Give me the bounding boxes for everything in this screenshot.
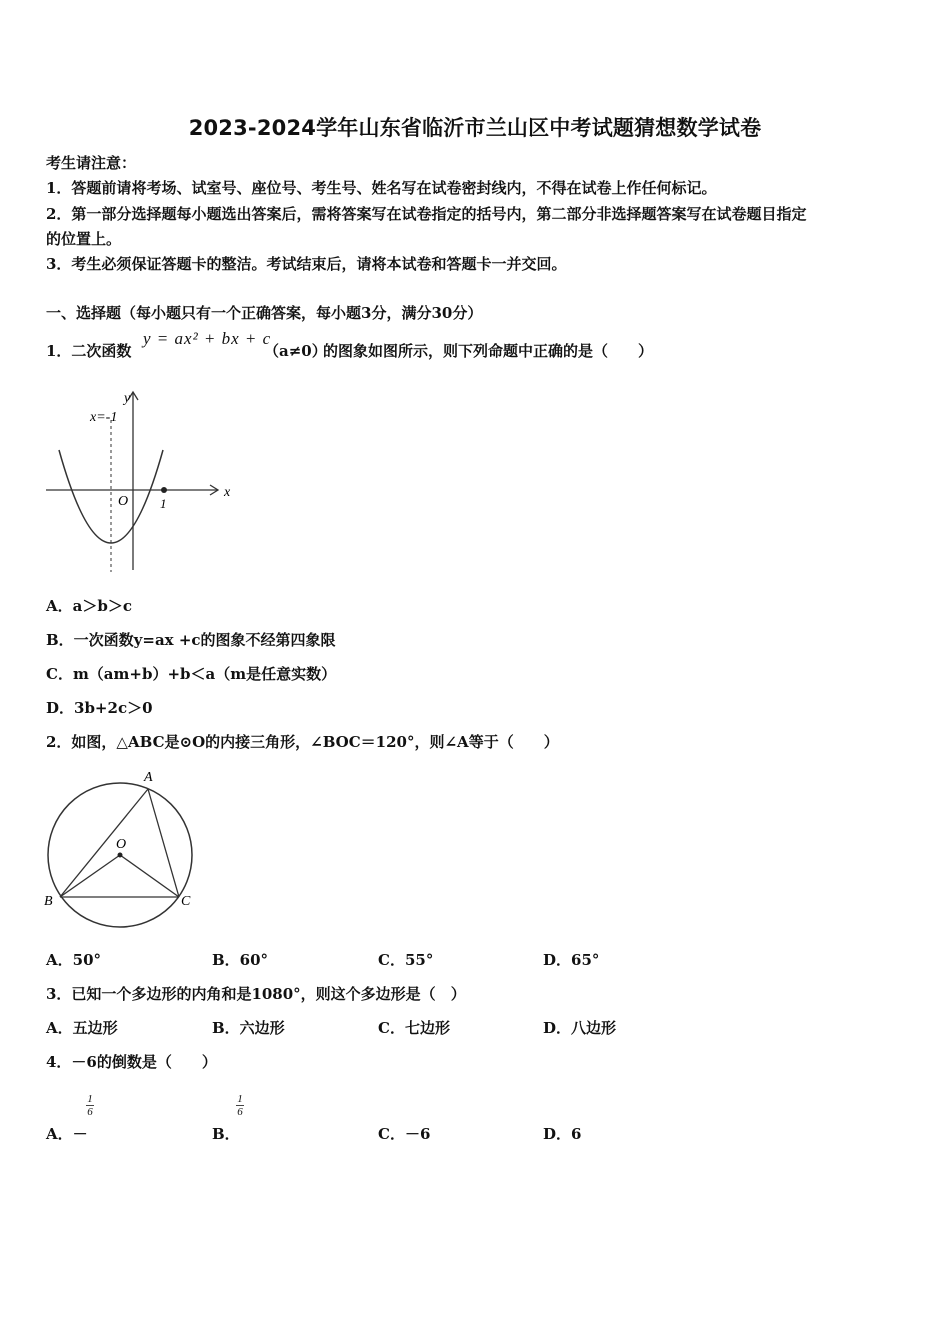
q2-option-b: B．60° xyxy=(212,951,269,969)
parabola-graph xyxy=(40,380,250,580)
notice-item-1: 1．答题前请将考场、试室号、座位号、考生号、姓名写在试卷密封线内，不得在试卷上作任何标记。 xyxy=(46,179,717,197)
y-axis-label: y xyxy=(124,391,131,406)
section-heading: 一、选择题（每小题只有一个正确答案，每小题3分，满分30分） xyxy=(46,304,483,322)
q1-option-d: D．3b+2c＞0 xyxy=(46,699,153,717)
q3-stem: 3．已知一个多边形的内角和是1080°，则这个多边形是（ ） xyxy=(46,985,466,1003)
q2-option-a: A．50° xyxy=(46,951,102,969)
symmetry-label: x=-1 xyxy=(90,410,118,425)
q4-option-b-fraction xyxy=(236,1094,244,1117)
q3-option-a: A．五边形 xyxy=(46,1019,118,1037)
q4-option-c: C．－6 xyxy=(378,1125,431,1143)
q2-stem: 2．如图，△ABC是⊙O的内接三角形，∠BOC＝120°，则∠A等于（ ） xyxy=(46,733,559,751)
q4-option-a-denominator: 6 xyxy=(87,1106,93,1118)
q3-option-c: C．七边形 xyxy=(378,1019,450,1037)
q4-option-a-numerator: 1 xyxy=(87,1093,93,1105)
q1-prefix: 1．二次函数 xyxy=(46,342,132,360)
circle-triangle-figure xyxy=(40,765,205,945)
q1-option-a: A．a＞b＞c xyxy=(46,597,132,615)
notice-item-2: 2．第一部分选择题每小题选出答案后，需将答案写在试卷指定的括号内，第二部分非选择题答案写在试卷题目指定 xyxy=(46,205,807,223)
root-point xyxy=(161,487,167,493)
label-o: O xyxy=(116,837,127,852)
q4-option-b-denominator: 6 xyxy=(237,1106,243,1118)
label-c: C xyxy=(181,894,191,909)
q1-suffix: 的图象如图所示，则下列命题中正确的是（ ） xyxy=(323,342,654,360)
segment-ob xyxy=(60,855,120,897)
origin-label: O xyxy=(118,494,129,509)
segment-oc xyxy=(120,855,179,897)
q1-condition: （a≠0） xyxy=(264,342,327,360)
q4-option-b: B． xyxy=(212,1125,240,1143)
q3-option-b: B．六边形 xyxy=(212,1019,285,1037)
root-label: 1 xyxy=(160,496,167,511)
q1-option-c: C．m（am+b）+b＜a（m是任意实数） xyxy=(46,665,337,683)
q4-option-b-numerator: 1 xyxy=(237,1093,243,1105)
segment-ab xyxy=(60,789,148,897)
q3-option-d: D．八边形 xyxy=(543,1019,617,1037)
segment-ac xyxy=(148,789,179,897)
q4-option-d: D．6 xyxy=(543,1125,582,1143)
q2-option-d: D．65° xyxy=(543,951,600,969)
q1-option-b: B．一次函数y=ax +c的图象不经第四象限 xyxy=(46,631,336,649)
q4-stem: 4．－6的倒数是（ ） xyxy=(46,1053,217,1071)
x-axis-label: x xyxy=(224,485,231,500)
label-b: B xyxy=(44,894,53,909)
center-point xyxy=(118,853,123,858)
page-title: 2023-2024学年山东省临沂市兰山区中考试题猜想数学试卷 xyxy=(188,116,762,140)
q4-option-a: A．－ xyxy=(46,1125,88,1143)
q1-formula: y = ax² + bx + c xyxy=(143,329,272,348)
q4-option-a-fraction xyxy=(86,1094,94,1117)
notice-item-2-cont: 的位置上。 xyxy=(46,230,122,248)
notice-item-3: 3．考生必须保证答题卡的整洁。考试结束后，请将本试卷和答题卡一并交回。 xyxy=(46,255,567,273)
label-a: A xyxy=(144,770,153,785)
q2-option-c: C．55° xyxy=(378,951,434,969)
notice-header: 考生请注意： xyxy=(46,154,137,172)
